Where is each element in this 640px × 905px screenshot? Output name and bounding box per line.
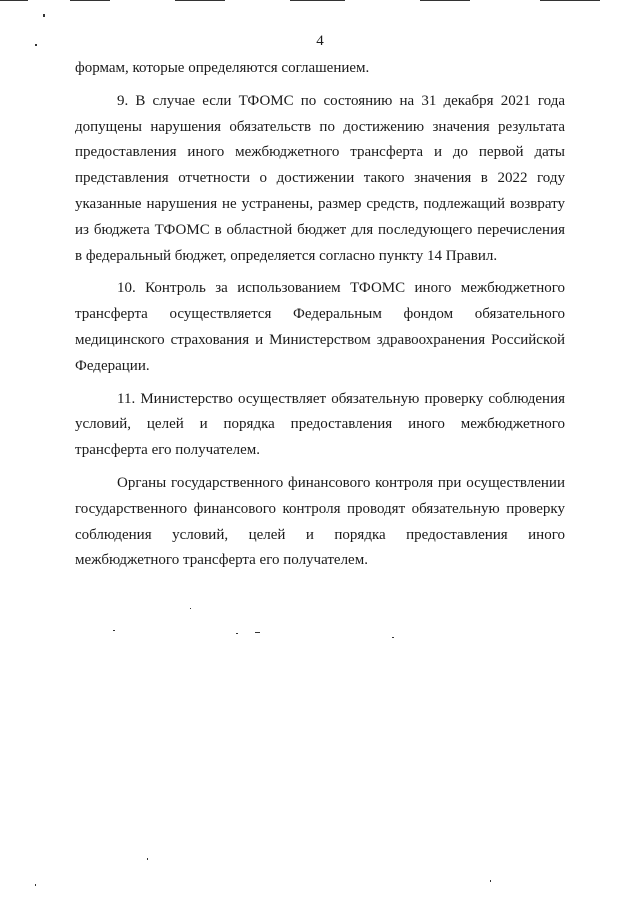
paragraph-item-10: 10. Контроль за использованием ТФОМС иного межбюджетного трансферта осуществляется Федеральным фондом обязательного медицинского страхования и Министерством здравоохранения Российской Федерации.	[75, 280, 565, 374]
scan-speck	[236, 633, 238, 634]
scan-speck	[113, 630, 115, 631]
scan-speck	[35, 884, 36, 886]
paragraph-control-bodies: Органы государственного финансового контроля при осуществлении государственного финансового контроля проводят обязательную проверку соблюдения условий, целей и порядка предоставления иного межбюджетного трансферта его получателем.	[75, 474, 565, 569]
scan-speck	[190, 608, 191, 609]
scan-speck	[255, 632, 260, 633]
document-body	[75, 56, 565, 581]
scan-speck	[43, 14, 45, 17]
page-number: 4	[316, 33, 324, 49]
paragraph-item-9: 9. В случае если ТФОМС по состоянию на 31 декабря 2021 года допущены нарушения обязательств по достижению значения результата предоставления иного межбюджетного трансферта и до первой даты представления отчетности о достижении такого значения в 2022 году указанные нарушения не устранены, размер средств, подлежащий возврату из бюджета ТФОМС в областной бюджет для последующего перечисления в федеральный бюджет, определяется согласно пункту 14 Правил.	[75, 92, 565, 264]
scan-speck	[490, 880, 491, 882]
scan-edge-line	[0, 0, 28, 1]
scan-speck	[147, 858, 148, 860]
paragraph-item-11: 11. Министерство осуществляет обязательную проверку соблюдения условий, целей и порядка предоставления иного межбюджетного трансферта его получателем.	[75, 390, 565, 459]
paragraph-continuation: формам, которые определяются соглашением.	[75, 60, 370, 76]
scan-edge-line	[290, 0, 345, 1]
scan-edge-line	[540, 0, 600, 1]
scan-speck	[392, 637, 394, 638]
scan-edge-line	[70, 0, 110, 1]
scan-edge-line	[420, 0, 470, 1]
scan-edge-line	[175, 0, 225, 1]
